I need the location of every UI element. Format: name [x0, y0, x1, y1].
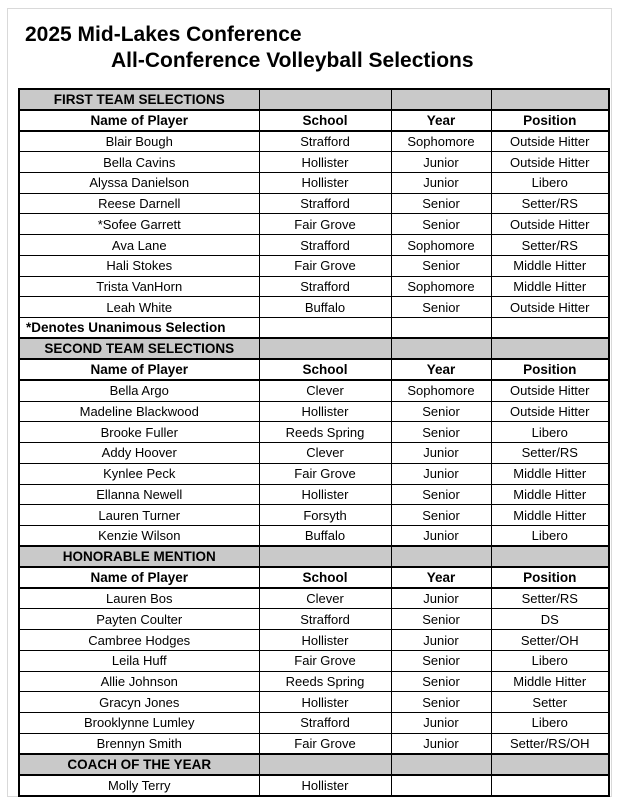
position-cell: Setter/RS/OH [491, 733, 609, 754]
empty-cell [259, 338, 391, 359]
player-name-cell: Gracyn Jones [19, 692, 259, 713]
empty-cell [259, 754, 391, 775]
player-name-cell: Alyssa Danielson [19, 172, 259, 193]
player-name-cell: Hali Stokes [19, 255, 259, 276]
player-name-cell: Brooklynne Lumley [19, 713, 259, 734]
section-title-cell: COACH OF THE YEAR [19, 754, 259, 775]
year-cell: Sophomore [391, 131, 491, 152]
year-cell: Junior [391, 463, 491, 484]
column-header-row [19, 110, 609, 131]
school-cell: Fair Grove [259, 733, 391, 754]
player-row [19, 235, 609, 256]
player-row [19, 422, 609, 443]
school-cell: Hollister [259, 692, 391, 713]
empty-cell [391, 775, 491, 796]
player-row [19, 463, 609, 484]
page-title [25, 22, 474, 74]
player-row [19, 255, 609, 276]
column-header-cell: School [259, 110, 391, 131]
player-row [19, 214, 609, 235]
player-name-cell: Ava Lane [19, 235, 259, 256]
school-cell: Strafford [259, 131, 391, 152]
player-name-cell: Brennyn Smith [19, 733, 259, 754]
player-row [19, 609, 609, 630]
footnote-row [19, 318, 609, 339]
section-title-cell: HONORABLE MENTION [19, 546, 259, 567]
section-header-row [19, 754, 609, 775]
position-cell: Setter/RS [491, 193, 609, 214]
column-header-cell: School [259, 567, 391, 588]
school-cell: Reeds Spring [259, 671, 391, 692]
year-cell: Junior [391, 172, 491, 193]
year-cell: Senior [391, 609, 491, 630]
player-row [19, 505, 609, 526]
year-cell: Junior [391, 525, 491, 546]
player-name-cell: Lauren Turner [19, 505, 259, 526]
school-cell: Hollister [259, 172, 391, 193]
year-cell: Senior [391, 650, 491, 671]
player-name-cell: Kenzie Wilson [19, 525, 259, 546]
school-cell: Hollister [259, 484, 391, 505]
player-row [19, 775, 609, 796]
player-row [19, 588, 609, 609]
year-cell: Junior [391, 443, 491, 464]
empty-cell [491, 775, 609, 796]
player-name-cell: Payten Coulter [19, 609, 259, 630]
column-header-cell: Name of Player [19, 110, 259, 131]
player-name-cell: Reese Darnell [19, 193, 259, 214]
position-cell: Middle Hitter [491, 276, 609, 297]
column-header-cell: Position [491, 359, 609, 380]
column-header-row [19, 567, 609, 588]
school-cell: Hollister [259, 401, 391, 422]
player-name-cell: Addy Hoover [19, 443, 259, 464]
position-cell: Middle Hitter [491, 505, 609, 526]
empty-cell [491, 89, 609, 110]
position-cell: Outside Hitter [491, 401, 609, 422]
player-row [19, 152, 609, 173]
player-name-cell: Brooke Fuller [19, 422, 259, 443]
school-cell: Fair Grove [259, 214, 391, 235]
selections-table [18, 88, 610, 797]
year-cell: Senior [391, 692, 491, 713]
player-name-cell: Madeline Blackwood [19, 401, 259, 422]
position-cell: Outside Hitter [491, 214, 609, 235]
empty-cell [491, 338, 609, 359]
year-cell: Senior [391, 505, 491, 526]
school-cell: Strafford [259, 713, 391, 734]
section-title-cell: FIRST TEAM SELECTIONS [19, 89, 259, 110]
year-cell: Junior [391, 713, 491, 734]
player-name-cell: Leila Huff [19, 650, 259, 671]
position-cell: Setter [491, 692, 609, 713]
year-cell: Junior [391, 152, 491, 173]
position-cell: Setter/OH [491, 630, 609, 651]
school-cell: Forsyth [259, 505, 391, 526]
player-name-cell: *Sofee Garrett [19, 214, 259, 235]
player-name-cell: Bella Argo [19, 380, 259, 401]
position-cell: Libero [491, 422, 609, 443]
year-cell: Senior [391, 297, 491, 318]
empty-cell [391, 89, 491, 110]
empty-cell [391, 754, 491, 775]
empty-cell [391, 546, 491, 567]
position-cell: Setter/RS [491, 443, 609, 464]
year-cell: Senior [391, 214, 491, 235]
player-row [19, 276, 609, 297]
school-cell: Strafford [259, 235, 391, 256]
school-cell: Strafford [259, 609, 391, 630]
position-cell: Libero [491, 525, 609, 546]
empty-cell [259, 546, 391, 567]
player-row [19, 193, 609, 214]
column-header-cell: Year [391, 359, 491, 380]
position-cell: Outside Hitter [491, 131, 609, 152]
year-cell: Senior [391, 422, 491, 443]
school-cell: Hollister [259, 630, 391, 651]
player-row [19, 525, 609, 546]
player-name-cell: Trista VanHorn [19, 276, 259, 297]
player-name-cell: Bella Cavins [19, 152, 259, 173]
school-cell: Strafford [259, 276, 391, 297]
player-row [19, 671, 609, 692]
player-row [19, 443, 609, 464]
column-header-cell: Year [391, 110, 491, 131]
page-title-line2: All-Conference Volleyball Selections [111, 49, 474, 72]
player-name-cell: Molly Terry [19, 775, 259, 796]
school-cell: Clever [259, 588, 391, 609]
player-row [19, 630, 609, 651]
year-cell: Senior [391, 193, 491, 214]
year-cell: Senior [391, 671, 491, 692]
position-cell: Middle Hitter [491, 463, 609, 484]
player-row [19, 172, 609, 193]
section-title-cell: SECOND TEAM SELECTIONS [19, 338, 259, 359]
empty-cell [259, 318, 391, 339]
school-cell: Reeds Spring [259, 422, 391, 443]
year-cell: Senior [391, 484, 491, 505]
position-cell: Setter/RS [491, 588, 609, 609]
year-cell: Sophomore [391, 235, 491, 256]
year-cell: Senior [391, 255, 491, 276]
position-cell: Libero [491, 650, 609, 671]
position-cell: Libero [491, 713, 609, 734]
school-cell: Clever [259, 380, 391, 401]
column-header-cell: Position [491, 567, 609, 588]
position-cell: Middle Hitter [491, 671, 609, 692]
school-cell: Fair Grove [259, 255, 391, 276]
school-cell: Buffalo [259, 525, 391, 546]
school-cell: Clever [259, 443, 391, 464]
column-header-cell: Name of Player [19, 359, 259, 380]
player-row [19, 650, 609, 671]
empty-cell [491, 318, 609, 339]
column-header-cell: School [259, 359, 391, 380]
player-row [19, 131, 609, 152]
school-cell: Hollister [259, 152, 391, 173]
section-header-row [19, 338, 609, 359]
year-cell: Junior [391, 733, 491, 754]
empty-cell [491, 546, 609, 567]
player-name-cell: Ellanna Newell [19, 484, 259, 505]
year-cell: Sophomore [391, 380, 491, 401]
school-cell: Strafford [259, 193, 391, 214]
year-cell: Sophomore [391, 276, 491, 297]
position-cell: Outside Hitter [491, 152, 609, 173]
year-cell: Senior [391, 401, 491, 422]
section-header-row [19, 89, 609, 110]
player-name-cell: Kynlee Peck [19, 463, 259, 484]
empty-cell [259, 89, 391, 110]
position-cell: Outside Hitter [491, 297, 609, 318]
player-name-cell: Blair Bough [19, 131, 259, 152]
section-header-row [19, 546, 609, 567]
year-cell: Junior [391, 588, 491, 609]
position-cell: Outside Hitter [491, 380, 609, 401]
school-cell: Buffalo [259, 297, 391, 318]
column-header-cell: Year [391, 567, 491, 588]
school-cell: Fair Grove [259, 650, 391, 671]
position-cell: Libero [491, 172, 609, 193]
player-name-cell: Leah White [19, 297, 259, 318]
column-header-row [19, 359, 609, 380]
position-cell: DS [491, 609, 609, 630]
empty-cell [491, 754, 609, 775]
player-row [19, 692, 609, 713]
year-cell: Junior [391, 630, 491, 651]
footnote-cell: *Denotes Unanimous Selection [19, 318, 259, 339]
empty-cell [391, 338, 491, 359]
player-name-cell: Cambree Hodges [19, 630, 259, 651]
column-header-cell: Position [491, 110, 609, 131]
player-name-cell: Allie Johnson [19, 671, 259, 692]
player-row [19, 484, 609, 505]
position-cell: Setter/RS [491, 235, 609, 256]
empty-cell [391, 318, 491, 339]
player-row [19, 380, 609, 401]
player-row [19, 733, 609, 754]
column-header-cell: Name of Player [19, 567, 259, 588]
player-row [19, 713, 609, 734]
position-cell: Middle Hitter [491, 255, 609, 276]
position-cell: Middle Hitter [491, 484, 609, 505]
player-row [19, 401, 609, 422]
player-name-cell: Lauren Bos [19, 588, 259, 609]
page-title-line1: 2025 Mid-Lakes Conference [25, 23, 302, 46]
player-row [19, 297, 609, 318]
school-cell: Fair Grove [259, 463, 391, 484]
school-cell: Hollister [259, 775, 391, 796]
